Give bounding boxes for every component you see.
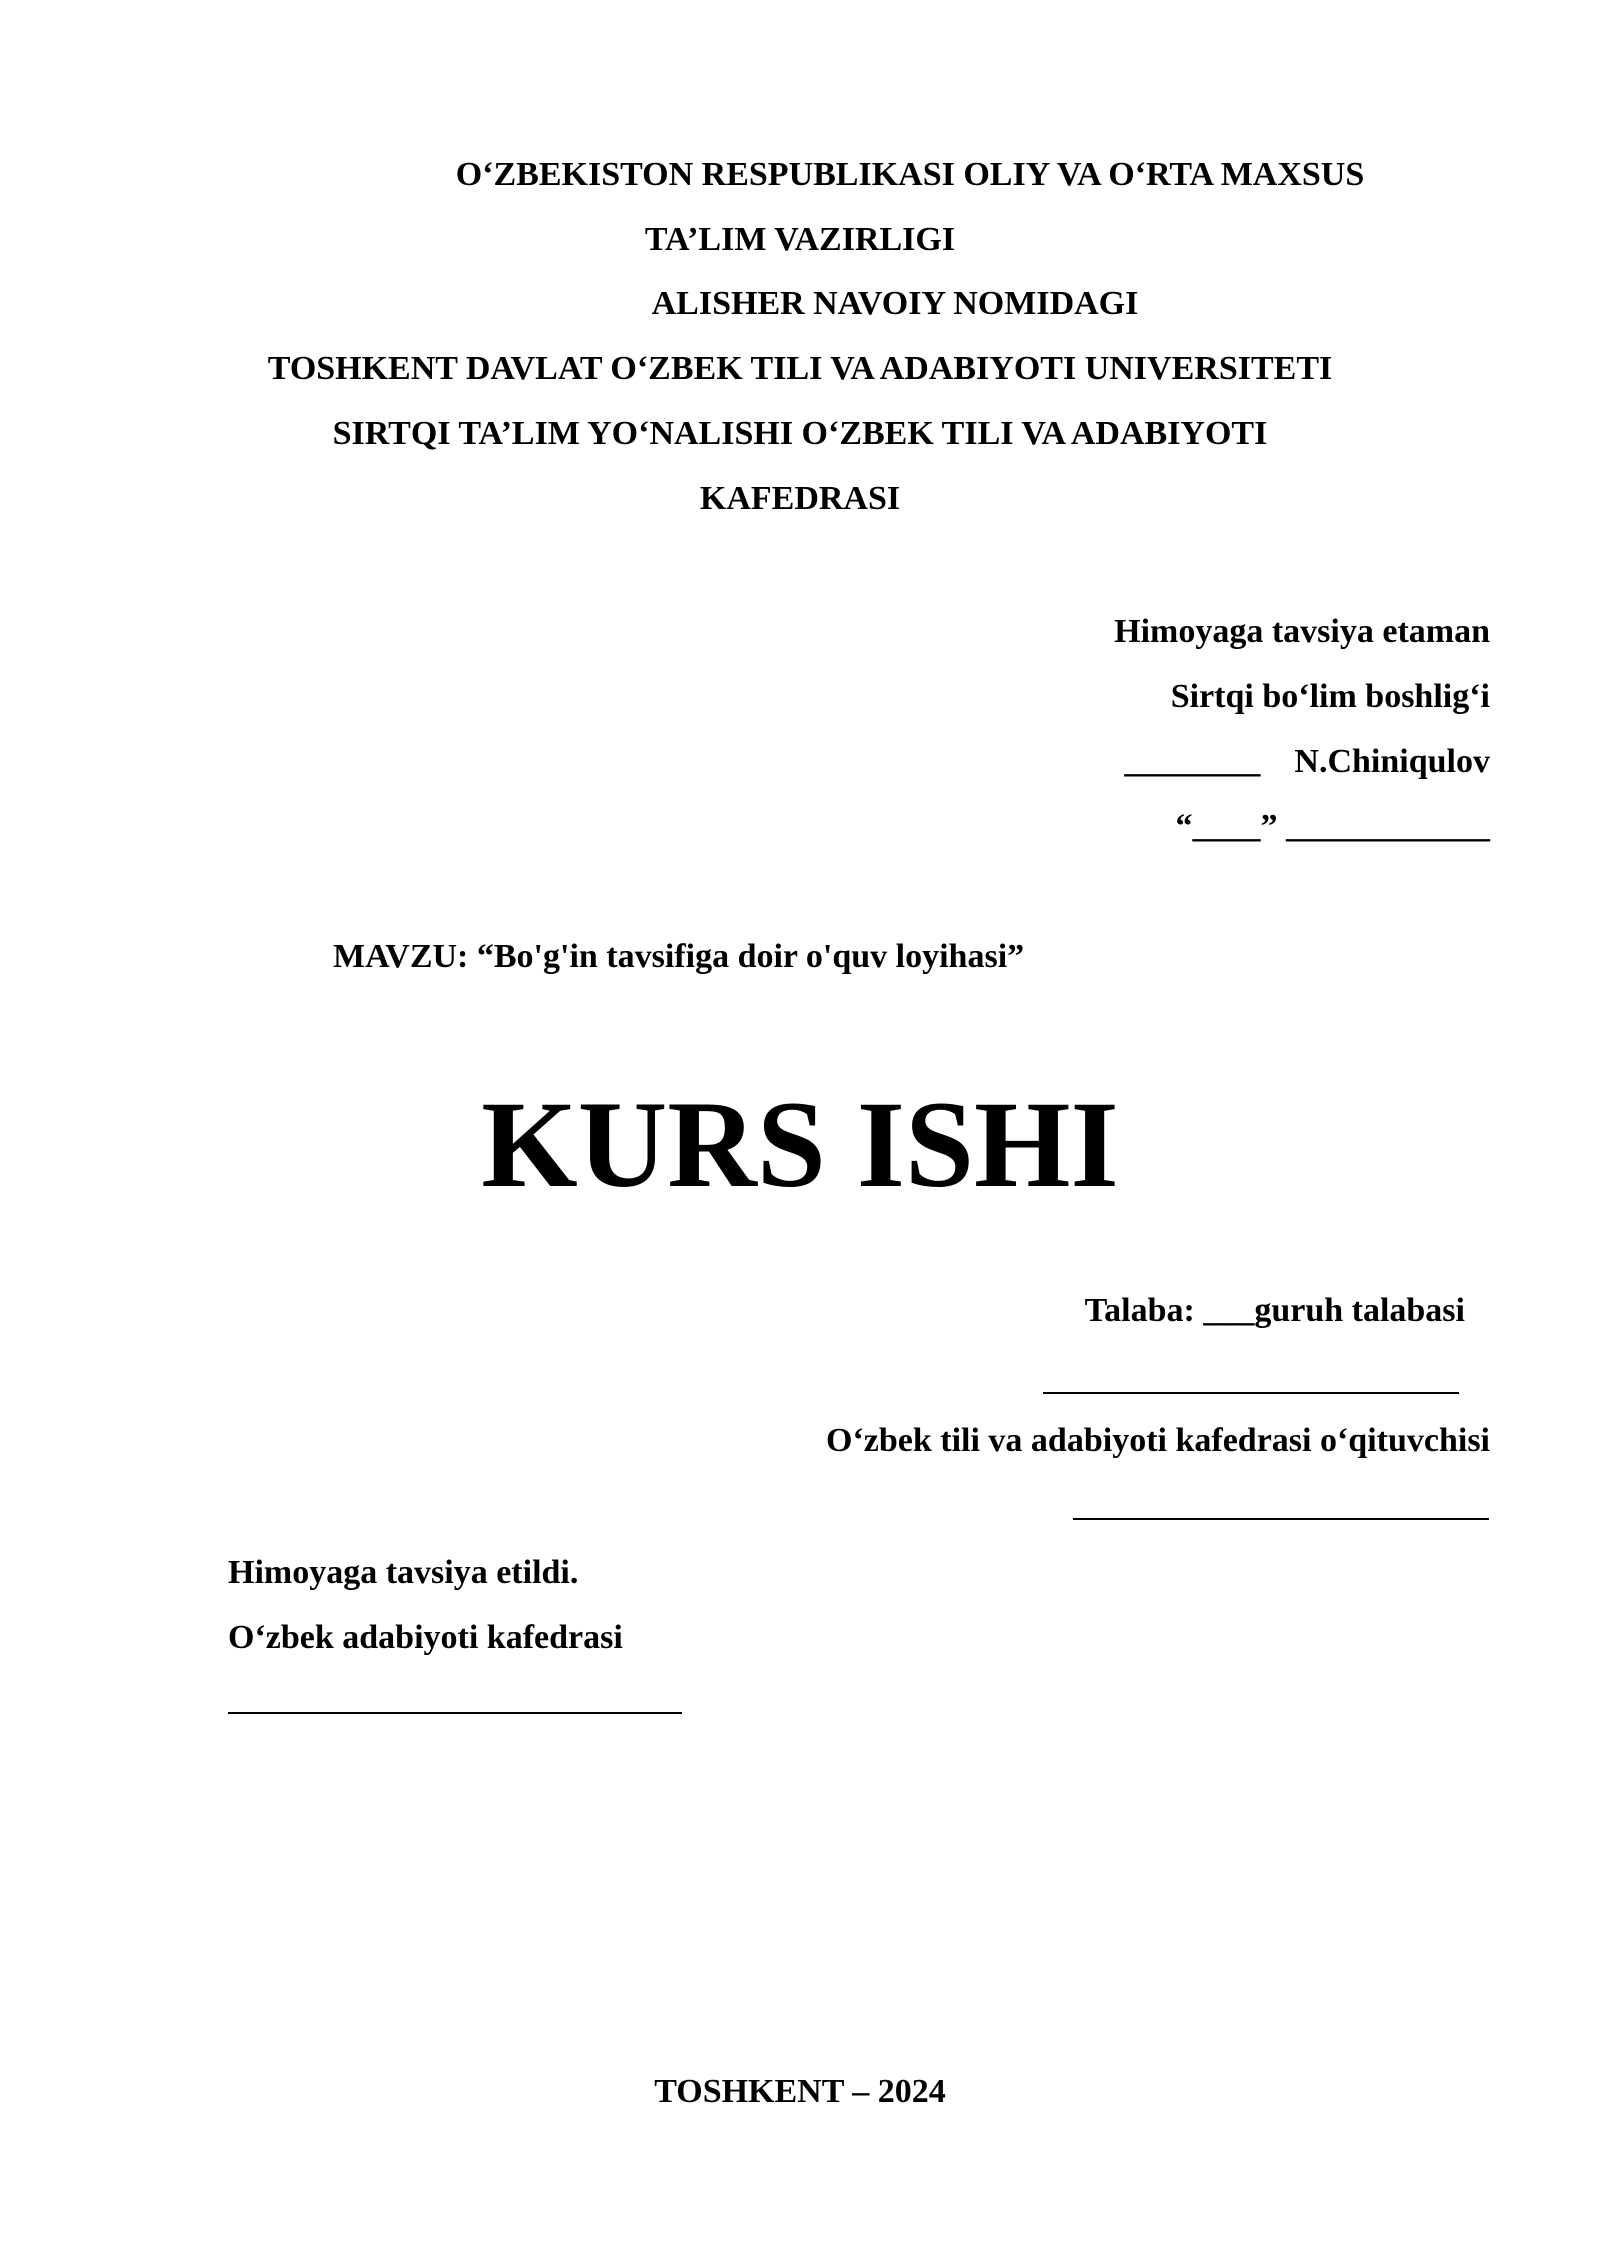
group-blank: ___: [1203, 1292, 1255, 1329]
ministry-line-1: O‘ZBEKISTON RESPUBLIKASI OLIY VA O‘RTA MAXSUS: [455, 156, 1365, 193]
topic-line: MAVZU: “Bo'g'in tavsifiga doir o'quv loyihasi”: [333, 938, 1025, 975]
recommendation-line-1: Himoyaga tavsiya etildi.: [228, 1554, 579, 1591]
teacher-name-rule: [1073, 1518, 1489, 1520]
approval-date-line: [900, 807, 1490, 847]
recommendation-signature-rule: [228, 1712, 682, 1714]
document-title: KURS ISHI: [481, 1076, 1119, 1213]
department-line-2: KAFEDRASI: [699, 480, 901, 517]
university-line-1: ALISHER NAVOIY NOMIDAGI: [651, 285, 1139, 322]
approver-name: N.Chiniqulov: [1294, 743, 1490, 780]
university-line-2: TOSHKENT DAVLAT O‘ZBEK TILI VA ADABIYOTI UNIVERSITETI: [267, 350, 1333, 387]
date-day-blank: ____: [1192, 808, 1261, 845]
student-line: [900, 1291, 1465, 1331]
student-name-rule: [1043, 1392, 1459, 1394]
ministry-line-2: TA’LIM VAZIRLIGI: [644, 221, 956, 258]
signature-blank: ________: [1124, 743, 1261, 780]
approval-position: Sirtqi bo‘lim boshlig‘i: [1170, 678, 1490, 715]
date-open-quote: “: [1175, 808, 1193, 845]
recommendation-line-2: O‘zbek adabiyoti kafedrasi: [228, 1619, 623, 1656]
student-label: Talaba:: [1084, 1292, 1204, 1329]
city-year: TOSHKENT – 2024: [654, 2073, 946, 2110]
group-text: guruh talabasi: [1254, 1292, 1465, 1329]
teacher-label: O‘zbek tili va adabiyoti kafedrasi o‘qituvchisi: [826, 1422, 1490, 1459]
date-month-blank: ____________: [1286, 808, 1490, 845]
department-line-1: SIRTQI TA’LIM YO‘NALISHI O‘ZBEK TILI VA ADABIYOTI: [332, 415, 1268, 452]
approval-recommend: Himoyaga tavsiya etaman: [1114, 613, 1490, 650]
approval-signature-line: [900, 742, 1490, 782]
date-close-quote: ”: [1260, 808, 1278, 845]
